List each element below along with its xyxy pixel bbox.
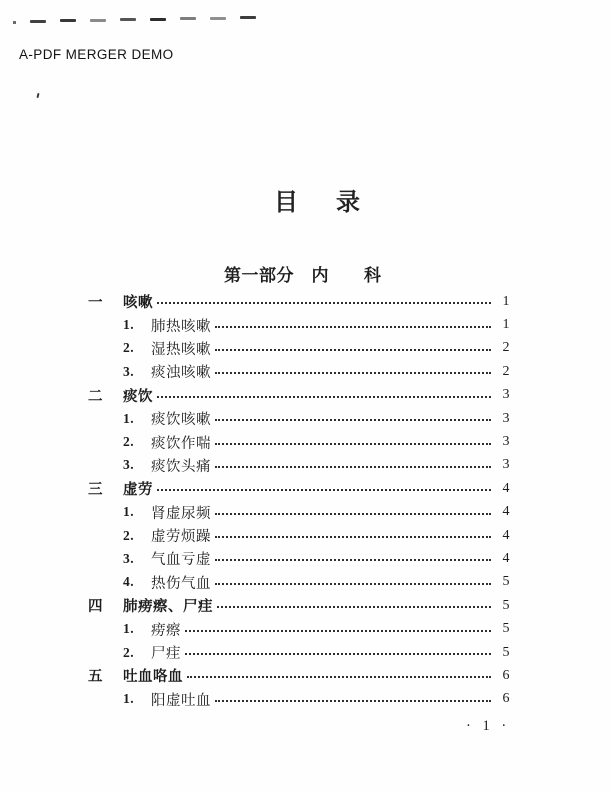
toc-entry [88,360,510,383]
toc-leader-dots [157,393,491,398]
toc-leader-dots [185,650,491,655]
toc-entry-title: 湿热咳嗽 [151,341,211,358]
toc-leader-dots [215,440,491,445]
toc-entry-title: 肺痨瘵、尸疰 [123,599,213,616]
toc-entry-title: 痰饮作喘 [151,435,211,452]
scan-artifact-dot [13,21,16,24]
toc-leader-dots [215,369,491,374]
toc-entry-page: 5 [502,574,510,590]
dash-mark [120,18,136,21]
toc-entry [88,641,510,664]
watermark-text: A-PDF MERGER DEMO [19,47,174,62]
toc-entry-marker: 五 [88,669,103,686]
scan-artifact-dashes [30,17,270,20]
toc-entry-page: 5 [502,644,510,660]
toc-leader-dots [215,323,491,328]
toc-entry-page: 4 [502,480,510,496]
toc-entry-title: 尸疰 [151,646,181,663]
dash-mark [180,17,196,20]
toc-entry-page: 3 [502,457,510,473]
toc-entry-marker: 一 [88,295,103,312]
toc-entry [88,594,510,617]
toc-entry-number: 2. [123,434,135,450]
toc-leader-dots [185,627,491,632]
toc-leader-dots [157,299,491,304]
toc-entry-title: 虚劳 [123,482,153,499]
toc-entry-page: 3 [502,410,510,426]
page-title: 目 录 [274,190,367,216]
toc-leader-dots [215,533,491,538]
toc-entry-number: 2. [123,340,135,356]
toc-entry-title: 痰饮咳嗽 [151,412,211,429]
toc-entry-number: 1. [123,691,135,707]
toc-entry [88,337,510,360]
toc-entry-title: 痨瘵 [151,622,181,639]
toc-entry-title: 咳嗽 [123,295,153,312]
toc-entry [88,477,510,500]
dash-mark [240,16,256,19]
toc-entry [88,313,510,336]
toc-entry-page: 1 [502,317,510,333]
toc-entry-page: 4 [502,504,510,520]
toc-entry-page: 3 [502,434,510,450]
toc-entry [88,501,510,524]
toc-entry-page: 2 [502,340,510,356]
toc-entry-marker: 四 [88,599,103,616]
toc-entry-title: 气血亏虚 [151,552,211,569]
toc-entry-number: 2. [123,644,135,660]
toc-entry-number: 1. [123,317,135,333]
footer-page-number: · 1 · [466,718,511,734]
toc-entry-title: 虚劳烦躁 [151,529,211,546]
toc-entry [88,617,510,640]
toc-entry-marker: 二 [88,388,103,405]
toc-entry-number: 3. [123,457,135,473]
toc-entry-page: 5 [502,621,510,637]
toc-entry-page: 6 [502,667,510,683]
toc-entry-title: 吐血咯血 [123,669,183,686]
toc-entry [88,547,510,570]
toc-entry-number: 2. [123,527,135,543]
toc-entry-number: 1. [123,410,135,426]
toc-entry-title: 肺热咳嗽 [151,318,211,335]
toc-entry [88,290,510,313]
toc-entry-page: 1 [502,293,510,309]
toc-entry-page: 6 [502,691,510,707]
dash-mark [60,19,76,22]
toc-entry-number: 1. [123,504,135,520]
toc-entry [88,524,510,547]
toc-leader-dots [215,556,491,561]
toc-entry-title: 痰饮 [123,388,153,405]
toc-leader-dots [215,697,491,702]
toc-entry [88,407,510,430]
toc-entry-page: 4 [502,550,510,566]
toc-entry [88,664,510,687]
toc-entry-title: 热伤气血 [151,575,211,592]
toc-entry-title: 痰浊咳嗽 [151,365,211,382]
toc-entry-number: 4. [123,574,135,590]
toc-leader-dots [157,486,491,491]
toc-entry-page: 5 [502,597,510,613]
toc-entry-title: 痰饮头痛 [151,458,211,475]
toc-entry-number: 1. [123,621,135,637]
toc-entry [88,454,510,477]
toc-entry-number: 3. [123,550,135,566]
toc-entry-title: 阳虚吐血 [151,692,211,709]
dash-mark [210,17,226,20]
toc-leader-dots [187,673,491,678]
toc-entry-page: 3 [502,387,510,403]
toc-leader-dots [215,510,491,515]
toc-leader-dots [215,416,491,421]
toc-leader-dots [217,603,491,608]
toc-leader-dots [215,463,491,468]
toc-entry-number: 3. [123,363,135,379]
toc-entry-title: 肾虚尿频 [151,505,211,522]
dash-mark [90,19,106,22]
toc-entry-marker: 三 [88,482,103,499]
scan-artifact-comma [36,93,39,98]
toc-entry [88,430,510,453]
toc-entry [88,688,510,711]
toc-list [88,290,510,711]
toc-entry-page: 4 [502,527,510,543]
toc-entry [88,571,510,594]
toc-leader-dots [215,346,491,351]
dash-mark [150,18,166,21]
toc-entry [88,384,510,407]
section-heading: 第一部分 内 科 [224,266,382,285]
toc-leader-dots [215,580,491,585]
dash-mark [30,20,46,23]
toc-entry-page: 2 [502,363,510,379]
